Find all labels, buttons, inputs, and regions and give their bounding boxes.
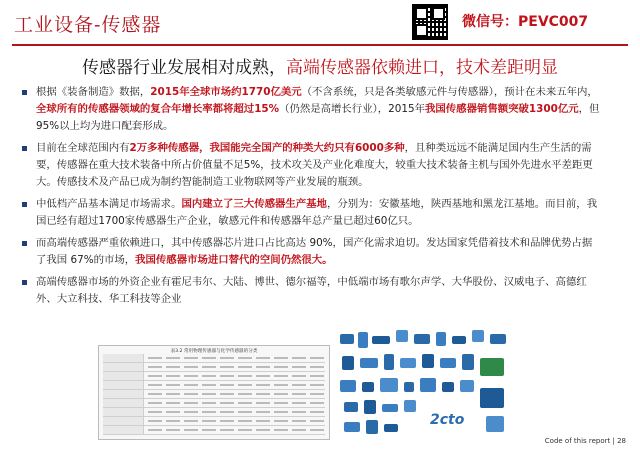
- bullet-text: 而高端传感器严重依赖进口，其中传感器芯片进口占比高达 90%，国产化需求迫切。发达国家凭借着技术和品牌优势占据了我国 67%的市场，: [36, 237, 593, 266]
- watermark-logo: 2cto: [430, 412, 465, 428]
- bullet-text: ，分别为：安徽基地，陕西基地和黑龙江基地。而目前，我国已经有超过1700家传感器生产企业，敏感元件和传感器年总产量已超过60亿只。: [36, 198, 598, 227]
- bullet-item: [22, 196, 602, 230]
- bullet-highlight: 我国传感器销售额突破1300亿元: [425, 103, 579, 115]
- bullet-highlight: 国内建立了三大传感器生产基地: [181, 198, 327, 210]
- table-caption: 表3.2 常用物理传感器与化学传感器的分类: [170, 349, 258, 354]
- bullet-item: [22, 235, 602, 269]
- bullet-highlight: 全球所有的传感器领域的复合年增长率都将超过15%: [36, 103, 280, 115]
- bullet-text: （不含系统，只是各类敏感元件与传感器），预计在未来五年内，: [301, 86, 598, 98]
- header-divider: [12, 44, 628, 46]
- bullet-item: [22, 84, 602, 135]
- wechat-id: 微信号：PEVC007: [462, 14, 589, 30]
- bullet-highlight: 2015年全球市场约1770亿美元: [150, 86, 302, 98]
- sensor-products-photo: [336, 328, 514, 442]
- bullet-list: [22, 84, 602, 313]
- page-header: [0, 0, 640, 44]
- qr-code-icon: [412, 4, 448, 40]
- headline-part2: 高端传感器依赖进口，技术差距明显: [286, 58, 558, 78]
- bullet-highlight: 2万多种传感器，我国能完全国产的种类大约只有6000多种: [129, 142, 405, 154]
- bullet-text: 高端传感器市场的外资企业有霍尼韦尔、大陆、博世、德尔福等，中低端市场有歌尔声学、大华股份、汉威电子、高德红外、大立科技、华工科技等企业: [36, 276, 587, 305]
- bullet-text: （仍然是高增长行业），2015年: [279, 103, 426, 115]
- bullet-text: 目前在全球范围内有: [36, 142, 130, 154]
- bullet-text: ，且种类远远不能满足国内生产生活的需要，传感器在重大技术装备中所占价值量不足5%，技术攻关及产业化难度大，较重大技术装备主机与国外先进水平差距更大。传感技术及产品已成为制约智能制造工业物联网等产业发展的瓶颈。: [36, 142, 593, 188]
- headline-part1: 传感器行业发展相对成熟，: [82, 58, 286, 78]
- page-headline: [0, 53, 640, 78]
- bullet-text: 中低档产品基本满足市场需求。: [36, 198, 182, 210]
- bullet-text: 根据《装备制造》数据，: [36, 86, 151, 98]
- bullet-highlight: 我国传感器市场进口替代的空间仍然很大。: [135, 254, 333, 266]
- bullet-item: [22, 274, 602, 308]
- page-footer: Code of this report | 28: [544, 437, 626, 445]
- bullet-text: ，但95%以上均为进口配套形成。: [36, 103, 600, 132]
- sensor-classification-table-image: [98, 345, 330, 440]
- section-title: 工业设备-传感器: [14, 14, 162, 36]
- bullet-item: [22, 140, 602, 191]
